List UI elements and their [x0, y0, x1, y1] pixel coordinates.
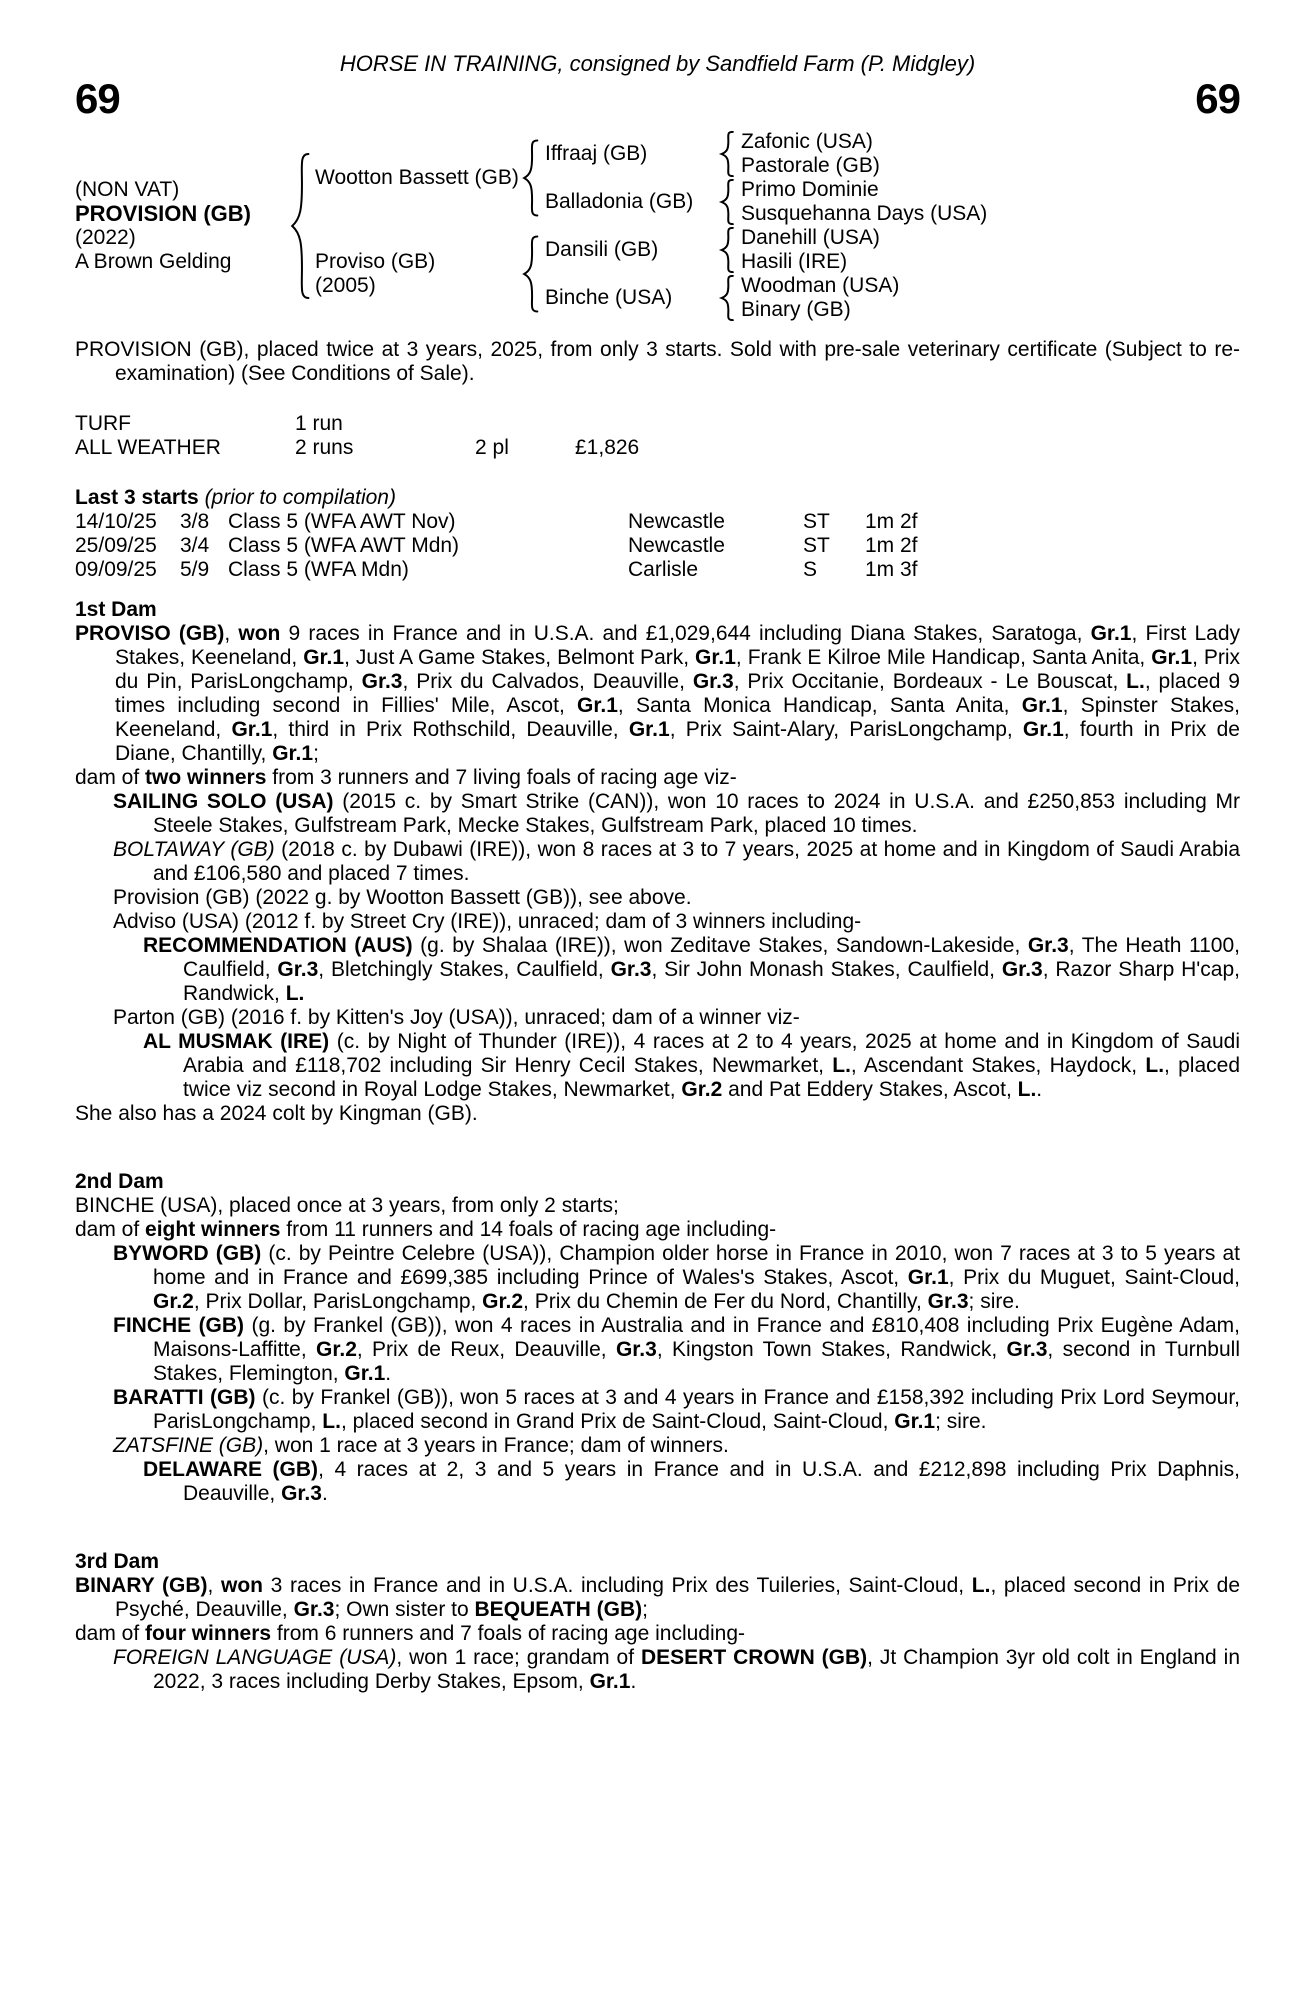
- pedigree-brace-gen2-3: [713, 274, 741, 322]
- start-position: 5/9: [180, 558, 210, 581]
- pedigree-gen3-7: Binary (GB): [741, 298, 851, 321]
- pedigree-brace-gen2-0: [713, 130, 741, 178]
- last-3-starts-title: Last 3 starts: [75, 486, 199, 509]
- pedigree-gen3-6: Woodman (USA): [741, 274, 900, 297]
- section-heading: 3rd Dam: [75, 1550, 160, 1573]
- page-header: [75, 52, 1240, 120]
- pedigree-gen2-1: Balladonia (GB): [545, 190, 694, 213]
- paragraph-zatsfine: ZATSFINE (GB), won 1 race at 3 years in France; dam of winners.: [113, 1434, 729, 1457]
- start-row: [75, 558, 1240, 582]
- last-3-starts-heading: [75, 486, 1240, 510]
- pedigree-gen3-0: Zafonic (USA): [741, 130, 873, 153]
- places-value: [475, 412, 575, 436]
- surface-label: ALL WEATHER: [75, 436, 221, 459]
- lot-number-left: 69: [75, 75, 120, 122]
- paragraph-byword: BYWORD (GB) (c. by Peintre Celebre (USA)), Champion older horse in France in 2010, won 7 races at 3 to 5 years at home and in France and £699,385 including Prince of Wales's Stakes, Ascot, Gr.1, Prix du Muguet, Saint-Cloud, Gr.2, Prix Dollar, ParisLongchamp, Gr.2, Prix du Chemin de Fer du Nord, Chantilly, Gr.3; sire.: [113, 1242, 1240, 1313]
- paragraph-dam-of-eight-winners: dam of eight winners from 11 runners and 14 foals of racing age including-: [75, 1218, 777, 1241]
- pedigree-dam: [315, 226, 515, 322]
- lot-number-right: 69: [1195, 75, 1240, 122]
- start-course: Newcastle: [628, 534, 725, 557]
- paragraph-finche: FINCHE (GB) (g. by Frankel (GB)), won 4 races in Australia and in France and £810,408 including Prix Eugène Adam, Maisons-Laffitte, Gr.2, Prix de Reux, Deauville, Gr.3, Kingston Town Stakes, Randwick, Gr.3, second in Turnbull Stakes, Flemington, Gr.1.: [113, 1314, 1240, 1385]
- paragraph-provision: Provision (GB) (2022 g. by Wootton Bassett (GB)), see above.: [113, 886, 692, 909]
- lot-number-row: [75, 75, 1240, 122]
- pedigree-gen3-4: Danehill (USA): [741, 226, 880, 249]
- runs-value: 2 runs: [295, 436, 354, 459]
- race-record-table: [75, 412, 1240, 460]
- pedigree-sire: Wootton Bassett (GB): [315, 166, 519, 189]
- subject-description: A Brown Gelding: [75, 250, 232, 273]
- pedigree-gen3-2: Primo Dominie: [741, 178, 879, 201]
- pedigree-gen3-1: Pastorale (GB): [741, 154, 880, 177]
- start-course: Newcastle: [628, 510, 725, 533]
- race-record-row-turf: [75, 412, 1240, 436]
- pedigree-subject: [75, 130, 285, 322]
- earnings-value: £1,826: [575, 436, 640, 459]
- pedigree-table: [75, 130, 1240, 322]
- surface-label: TURF: [75, 412, 131, 435]
- start-distance: 1m 2f: [865, 534, 918, 557]
- section-1st-dam: [75, 598, 1240, 1126]
- pedigree-gen2-0: Iffraaj (GB): [545, 142, 648, 165]
- race-record-row-all-weather: [75, 436, 1240, 460]
- pedigree-gen3-5: Hasili (IRE): [741, 250, 848, 273]
- section-3rd-dam: [75, 1550, 1240, 1694]
- pedigree-brace-gen2-1: [713, 178, 741, 226]
- pedigree-brace-sire: [515, 130, 545, 226]
- section-heading: 2nd Dam: [75, 1170, 164, 1193]
- paragraph-adviso: Adviso (USA) (2012 f. by Street Cry (IRE)), unraced; dam of 3 winners including-: [113, 910, 862, 933]
- start-course: Carlisle: [628, 558, 699, 581]
- paragraph-proviso: PROVISO (GB), won 9 races in France and in U.S.A. and £1,029,644 including Diana Stakes, Saratoga, Gr.1, First Lady Stakes, Keeneland, Gr.1, Just A Game Stakes, Belmont Park, Gr.1, Frank E Kilroe Mile Handicap, Santa Anita, Gr.1, Prix du Pin, ParisLongchamp, Gr.3, Prix du Calvados, Deauville, Gr.3, Prix Occitanie, Bordeaux - Le Bouscat, L., placed 9 times including second in Fillies' Mile, Ascot, Gr.1, Santa Monica Handicap, Santa Anita, Gr.1, Spinster Stakes, Keeneland, Gr.1, third in Prix Rothschild, Deauville, Gr.1, Prix Saint-Alary, ParisLongchamp, Gr.1, fourth in Prix de Diane, Chantilly, Gr.1;: [75, 622, 1241, 765]
- start-row: [75, 510, 1240, 534]
- paragraph-dam-of-four-winners: dam of four winners from 6 runners and 7 foals of racing age including-: [75, 1622, 745, 1645]
- start-distance: 1m 2f: [865, 510, 918, 533]
- start-race-class: Class 5 (WFA AWT Nov): [228, 510, 456, 533]
- paragraph-sailing-solo: SAILING SOLO (USA) (2015 c. by Smart Strike (CAN)), won 10 races to 2024 in U.S.A. and £250,853 including Mr Steele Stakes, Gulfstream Park, Mecke Stakes, Gulfstream Park, placed 10 times.: [113, 790, 1241, 837]
- pedigree-brace-main: [285, 130, 315, 322]
- places-value: 2 pl: [475, 436, 509, 459]
- start-going: ST: [803, 534, 830, 557]
- start-date: 25/09/25: [75, 534, 157, 557]
- page-title: HORSE IN TRAINING, consigned by Sandfield Farm (P. Midgley): [339, 51, 976, 76]
- start-row: [75, 534, 1240, 558]
- non-vat-label: (NON VAT): [75, 178, 180, 201]
- pedigree-gen2-2: Dansili (GB): [545, 238, 659, 261]
- paragraph-foreign-language: FOREIGN LANGUAGE (USA), won 1 race; grandam of DESERT CROWN (GB), Jt Champion 3yr old colt in England in 2022, 3 races including Derby Stakes, Epsom, Gr.1.: [113, 1646, 1241, 1693]
- subject-name: PROVISION (GB): [75, 201, 252, 226]
- dam-year: (2005): [315, 274, 376, 297]
- paragraph-boltaway: BOLTAWAY (GB) (2018 c. by Dubawi (IRE)), won 8 races at 3 to 7 years, 2025 at home and in Kingdom of Saudi Arabia and £106,580 and placed 7 times.: [113, 838, 1241, 885]
- start-position: 3/4: [180, 534, 210, 557]
- paragraph-parton: Parton (GB) (2016 f. by Kitten's Joy (USA)), unraced; dam of a winner viz-: [113, 1006, 800, 1029]
- start-date: 09/09/25: [75, 558, 157, 581]
- paragraph-dam-of-two-winners: dam of two winners from 3 runners and 7 living foals of racing age viz-: [75, 766, 737, 789]
- section-2nd-dam: [75, 1170, 1240, 1506]
- pedigree-gen2-3: Binche (USA): [545, 286, 673, 309]
- start-race-class: Class 5 (WFA Mdn): [228, 558, 409, 581]
- start-distance: 1m 3f: [865, 558, 918, 581]
- section-heading: 1st Dam: [75, 598, 157, 621]
- paragraph-delaware: DELAWARE (GB), 4 races at 2, 3 and 5 years in France and in U.S.A. and £212,898 including Prix Daphnis, Deauville, Gr.3.: [143, 1458, 1241, 1505]
- paragraph-binary: BINARY (GB), won 3 races in France and in U.S.A. including Prix des Tuileries, Saint-Cloud, L., placed second in Prix de Psyché, Deauville, Gr.3; Own sister to BEQUEATH (GB);: [75, 1574, 1240, 1621]
- pedigree-gen3-3: Susquehanna Days (USA): [741, 202, 988, 225]
- start-going: S: [803, 558, 818, 581]
- last-3-starts: [75, 486, 1240, 582]
- runs-value: 1 run: [295, 412, 343, 435]
- dam-name: Proviso (GB): [315, 250, 436, 273]
- start-position: 3/8: [180, 510, 210, 533]
- sale-conditions-paragraph: PROVISION (GB), placed twice at 3 years, 2025, from only 3 starts. Sold with pre-sale veterinary certificate (Subject to re-examination) (See Conditions of Sale).: [75, 338, 1240, 385]
- paragraph-2024-colt: She also has a 2024 colt by Kingman (GB).: [75, 1102, 478, 1125]
- paragraph-recommendation: RECOMMENDATION (AUS) (g. by Shalaa (IRE)), won Zeditave Stakes, Sandown-Lakeside, Gr.3, The Heath 1100, Caulfield, Gr.3, Bletchingly Stakes, Caulfield, Gr.3, Sir John Monash Stakes, Caulfield, Gr.3, Razor Sharp H'cap, Randwick, L.: [143, 934, 1240, 1005]
- pedigree-brace-dam: [515, 226, 545, 322]
- paragraph-baratti: BARATTI (GB) (c. by Frankel (GB)), won 5 races at 3 and 4 years in France and £158,392 including Prix Lord Seymour, ParisLongchamp, L., placed second in Grand Prix de Saint-Cloud, Saint-Cloud, Gr.1; sire.: [113, 1386, 1240, 1433]
- start-race-class: Class 5 (WFA AWT Mdn): [228, 534, 460, 557]
- subject-year: (2022): [75, 226, 136, 249]
- paragraph-al-musmak: AL MUSMAK (IRE) (c. by Night of Thunder (IRE)), 4 races at 2 to 4 years, 2025 at home and in Kingdom of Saudi Arabia and £118,702 including Sir Henry Cecil Stakes, Newmarket, L., Ascendant Stakes, Haydock, L., placed twice viz second in Royal Lodge Stakes, Newmarket, Gr.2 and Pat Eddery Stakes, Ascot, L..: [143, 1030, 1241, 1101]
- last-3-starts-subtitle: (prior to compilation): [198, 486, 396, 509]
- paragraph-binche: BINCHE (USA), placed once at 3 years, from only 2 starts;: [75, 1194, 619, 1217]
- pedigree-brace-gen2-2: [713, 226, 741, 274]
- start-date: 14/10/25: [75, 510, 157, 533]
- start-going: ST: [803, 510, 830, 533]
